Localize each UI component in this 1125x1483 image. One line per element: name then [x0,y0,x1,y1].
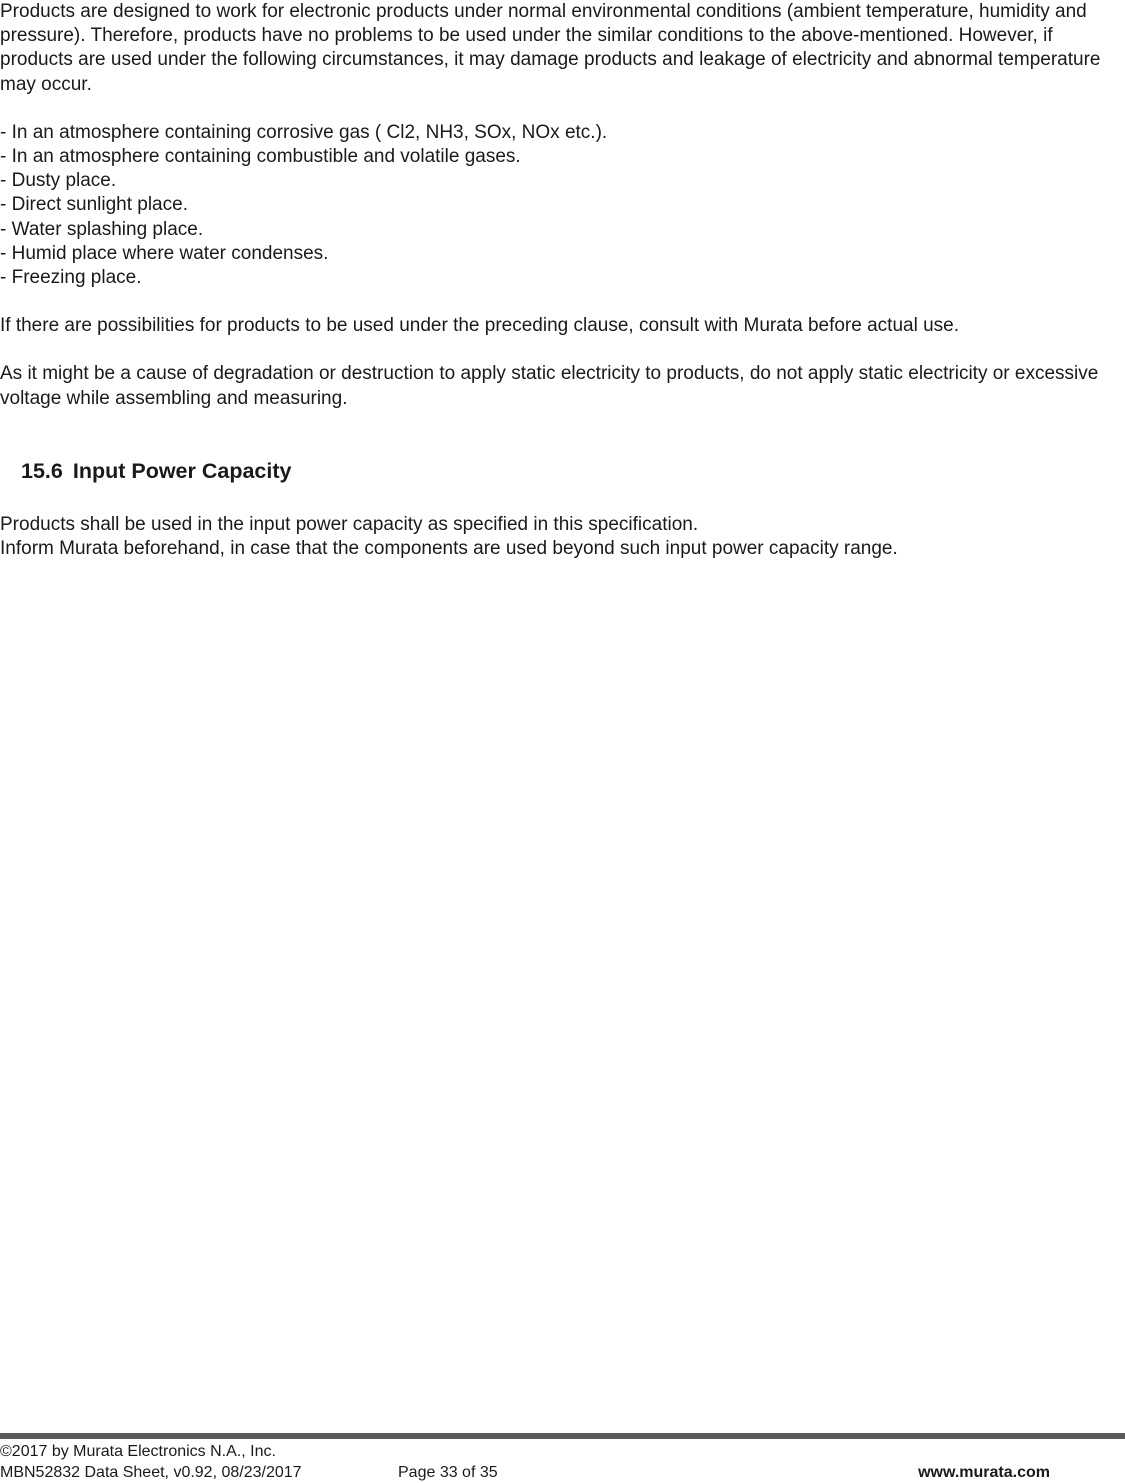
copyright-text: ©2017 by Murata Electronics N.A., Inc. [0,1443,276,1460]
list-item: - In an atmosphere containing corrosive gas ( Cl2, NH3, SOx, NOx etc.). [0,121,608,143]
footer-row-1 [0,1441,1125,1462]
website-link[interactable]: www.murata.com [918,1464,1050,1481]
footer-row-2 [0,1462,1125,1483]
spacer [0,290,1112,314]
conditions-list [0,121,1112,290]
list-item: - Freezing place. [0,267,142,289]
intro-paragraph: Products are designed to work for electronic products under normal environmental conditions (ambient temperature, humidity and pressure). Therefore, products have no problems to be used under the similar conditions to the above-mentioned. However, if products are used under the following circumstances, it may damage products and leakage of electricity and abnormal temperature may occur. [0,1,1101,95]
list-item: - Dusty place. [0,170,117,192]
spacer [0,97,1112,121]
spacer [0,338,1112,362]
section-number: 15.6 [21,458,63,483]
page-number: Page 33 of 35 [398,1464,498,1481]
list-item: - Direct sunlight place. [0,194,188,216]
spacer [0,485,1112,513]
document-info: MBN52832 Data Sheet, v0.92, 08/23/2017 [0,1464,302,1481]
document-body [0,0,1112,561]
static-warning-paragraph: As it might be a cause of degradation or destruction to apply static electricity to products, do not apply static electricity or excessive voltage while assembling and measuring. [0,363,1099,409]
section-heading [0,457,1112,485]
list-item: - In an atmosphere containing combustible and volatile gases. [0,146,521,168]
list-item: - Water splashing place. [0,218,204,240]
section-line-2: Inform Murata beforehand, in case that the components are used beyond such input power capacity range. [0,538,898,560]
section-line-1: Products shall be used in the input power capacity as specified in this specification. [0,513,699,535]
consult-paragraph: If there are possibilities for products to be used under the preceding clause, consult with Murata before actual use. [0,315,959,337]
list-item: - Humid place where water condenses. [0,242,329,264]
footer-divider [0,1433,1125,1439]
page-footer [0,1441,1125,1483]
section-title: Input Power Capacity [72,458,292,483]
